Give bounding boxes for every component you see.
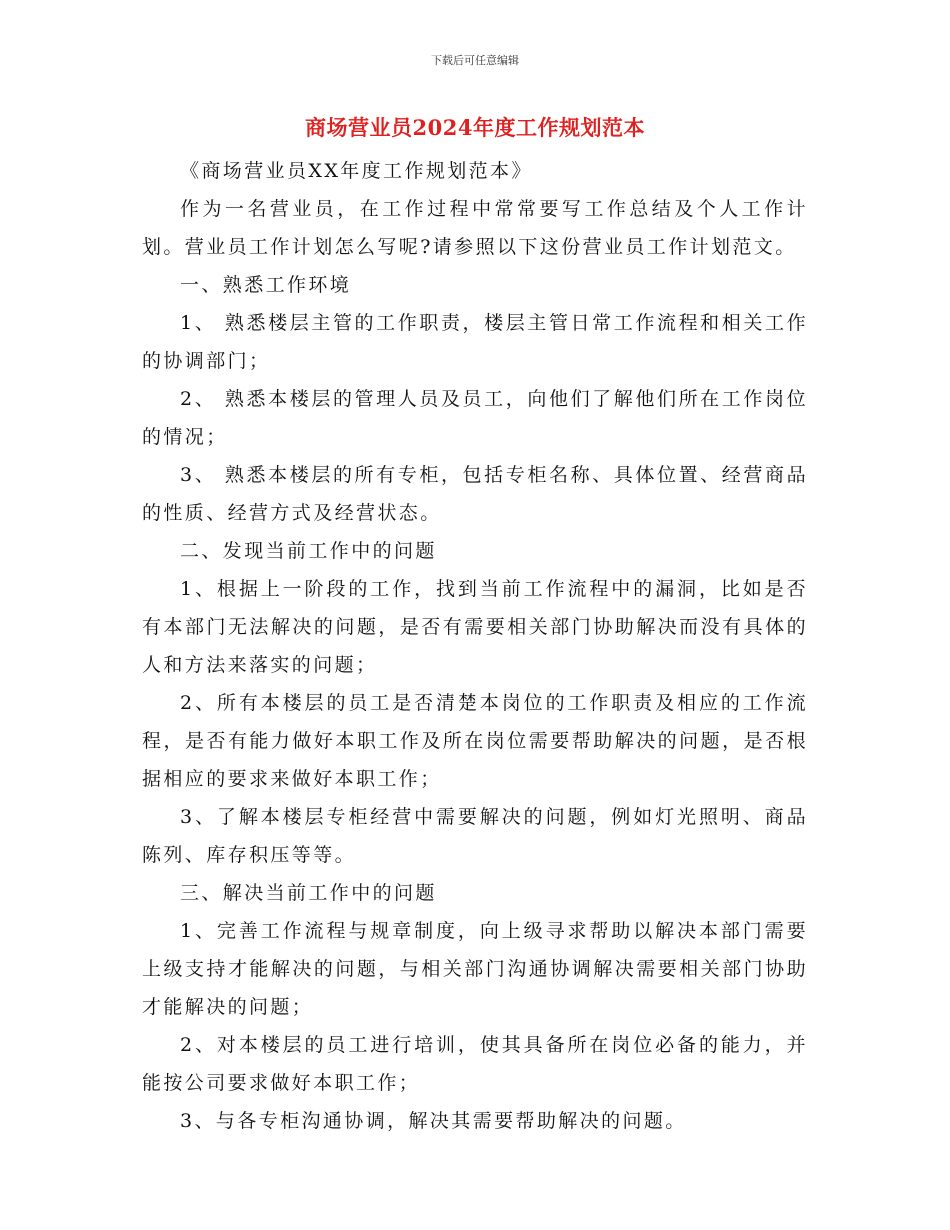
list-item: 1、完善工作流程与规章制度，向上级寻求帮助以解决本部门需要上级支持才能解决的问题，与相关部门沟通协调解决需要相关部门协助才能解决的问题； <box>142 920 808 1018</box>
section-heading: 三、解决当前工作中的问题 <box>180 882 437 904</box>
list-item: 3、与各专柜沟通协调，解决其需要帮助解决的问题。 <box>180 1110 687 1132</box>
list-item: 3、了解本楼层专柜经营中需要解决的问题，例如灯光照明、商品陈列、库存积压等等。 <box>142 806 808 866</box>
list-item: 1、 熟悉楼层主管的工作职责，楼层主管日常工作流程和相关工作的协调部门； <box>142 312 808 372</box>
section-heading: 一、熟悉工作环境 <box>180 274 352 296</box>
list-item: 2、所有本楼层的员工是否清楚本岗位的工作职责及相应的工作流程，是否有能力做好本职工作及所在岗位需要帮助解决的问题，是否根据相应的要求来做好本职工作； <box>142 692 808 790</box>
list-item: 3、 熟悉本楼层的所有专柜，包括专柜名称、具体位置、经营商品的性质、经营方式及经营状态。 <box>142 464 808 524</box>
list-item: 2、对本楼层的员工进行培训，使其具备所在岗位必备的能力，并能按公司要求做好本职工作； <box>142 1034 808 1094</box>
document-body <box>142 152 808 1140</box>
paragraph: 作为一名营业员，在工作过程中常常要写工作总结及个人工作计划。营业员工作计划怎么写呢?请参照以下这份营业员工作计划范文。 <box>142 198 808 258</box>
section-heading: 二、发现当前工作中的问题 <box>180 540 437 562</box>
paragraph: 《商场营业员XX年度工作规划范本》 <box>180 160 533 182</box>
list-item: 2、 熟悉本楼层的管理人员及员工，向他们了解他们所在工作岗位的情况； <box>142 388 808 448</box>
header-note: 下载后可任意编辑 <box>431 54 519 67</box>
list-item: 1、根据上一阶段的工作，找到当前工作流程中的漏洞，比如是否有本部门无法解决的问题，是否有需要相关部门协助解决而没有具体的人和方法来落实的问题； <box>142 578 808 676</box>
document-title: 商场营业员2024年度工作规划范本 <box>305 115 645 140</box>
